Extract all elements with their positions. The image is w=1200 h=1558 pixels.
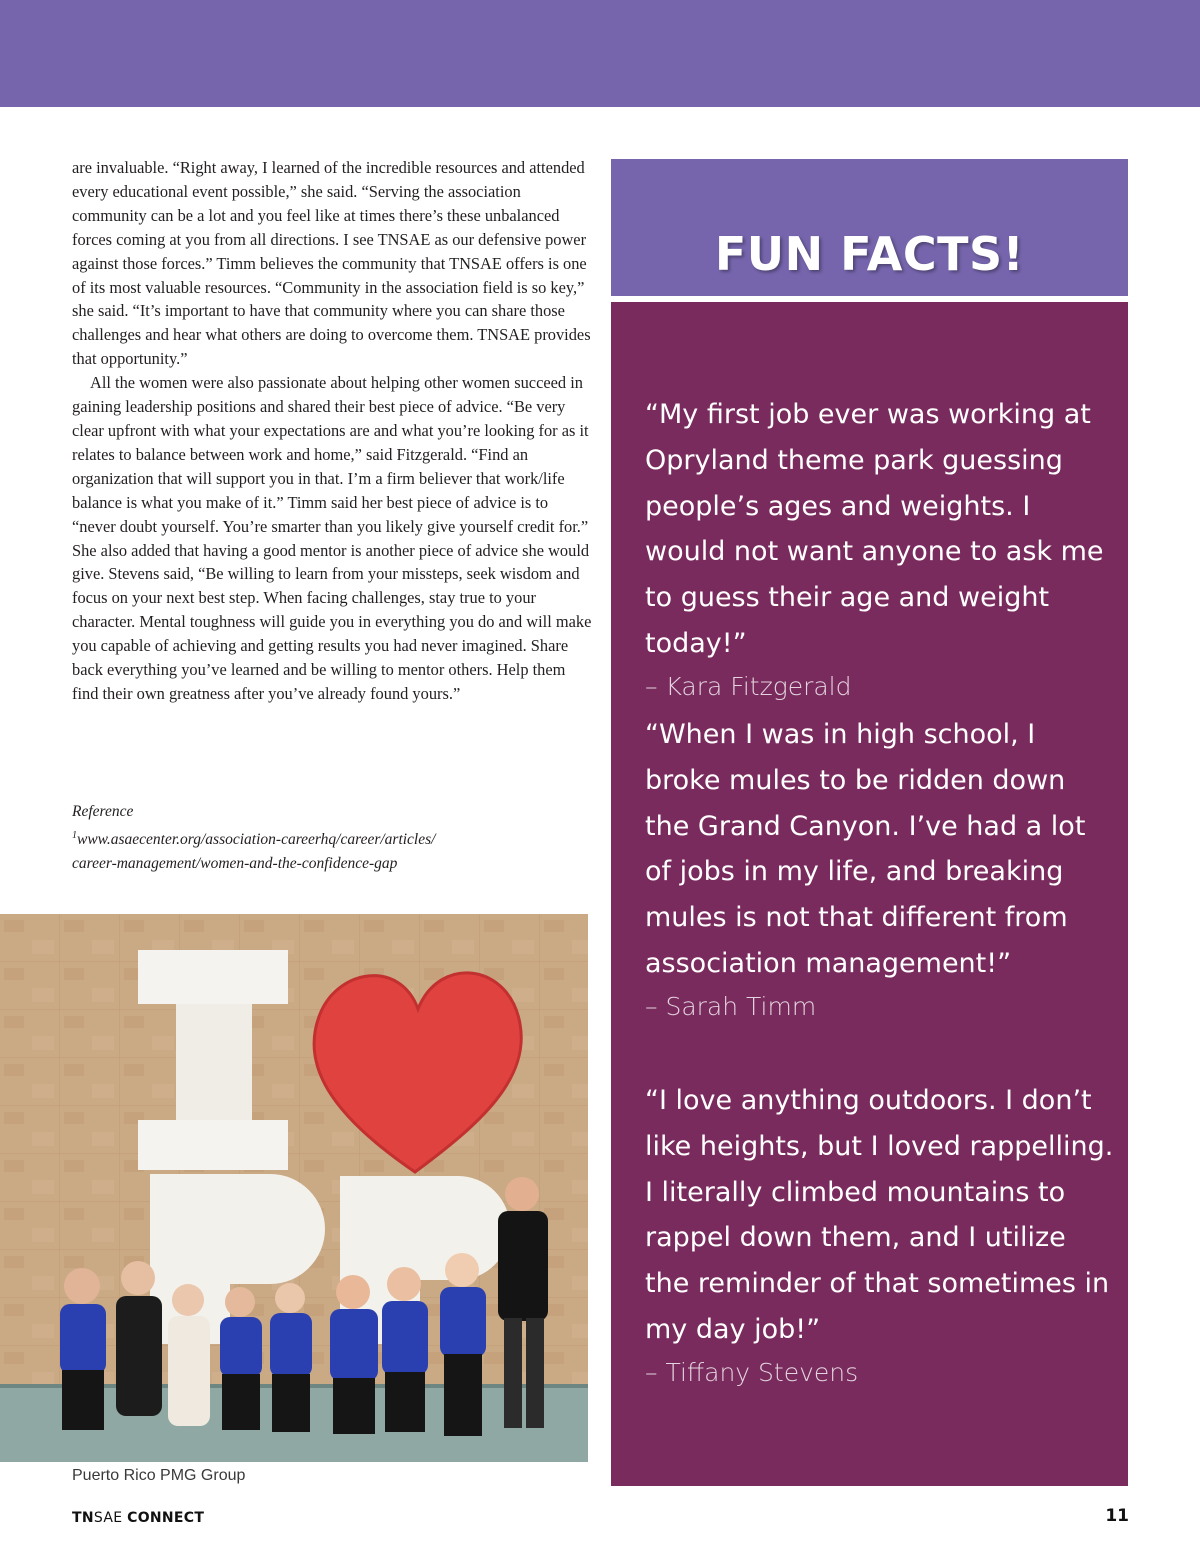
brand-connect: CONNECT (127, 1510, 205, 1526)
reference-link[interactable] (72, 824, 592, 852)
fun-facts-title: FUN FACTS! (714, 227, 1025, 281)
quote-block-stevens (645, 1078, 1115, 1393)
article-paragraph: are invaluable. “Right away, I learned of the incredible resources and attended every educational event possible,” she said. “Serving the association community can be a lot and you feel like at times there’s these unbalanced forces coming at you from all directions. I see TNSAE as our defensive power against those forces.” Timm believes the community that TNSAE offers is one of its most valuable resources. “Community in the association field is so key,” she said. “It’s important to have that community where you can share those challenges and hear what others are doing to overcome them. TNSAE provides that opportunity.” (72, 158, 591, 369)
reference-url-line2: career-management/women-and-the-confidence-gap (72, 855, 398, 873)
quote-block-fitzgerald (645, 392, 1115, 707)
publication-brand (72, 1510, 204, 1526)
fun-facts-panel (611, 302, 1128, 1486)
brand-sae: SAE (93, 1510, 123, 1526)
quote-text: “When I was in high school, I broke mules to be ridden down the Grand Canyon. I’ve had a lot of jobs in my life, and breaking mules is not that different from association management!” (645, 719, 1086, 979)
quote-text: “I love anything outdoors. I don’t like heights, but I loved rappelling. I literally climbed mountains to rappel down them, and I utilize the reminder of that sometimes in my day job!” (645, 1085, 1114, 1345)
top-header-band (0, 0, 1200, 107)
group-photo (0, 914, 588, 1462)
quote-author: – Kara Fitzgerald (645, 671, 852, 701)
page-number: 11 (1105, 1506, 1129, 1526)
quote-text: “My first job ever was working at Opryland theme park guessing people’s ages and weights. I would not want anyone to ask me to guess their age and weight today!” (645, 399, 1104, 659)
reference-label: Reference (72, 803, 134, 820)
quote-block-timm (645, 712, 1115, 1027)
reference-marker: 1 (72, 830, 77, 841)
brand-tn: TN (72, 1510, 94, 1526)
photo-caption: Puerto Rico PMG Group (72, 1467, 246, 1484)
reference-section (72, 800, 592, 876)
fun-facts-header (611, 159, 1128, 296)
reference-url-line1: www.asaecenter.org/association-careerhq/career/articles/ (77, 831, 436, 849)
quote-author: – Tiffany Stevens (645, 1357, 859, 1387)
article-paragraph: All the women were also passionate about helping other women succeed in gaining leadership positions and shared their best piece of advice. “Be very clear upfront with what your expectations are and what you’re looking for as it relates to balance between work and home,” said Fitzgerald. “Find an organization that will support you in that. I’m a firm believer that work/life balance is what you make of it.” Timm said her best piece of advice is to “never doubt yourself. You’re smarter than you likely give yourself credit for.” She also added that having a good mentor is another piece of advice she would give. Stevens said, “Be willing to learn from your missteps, seek wisdom and focus on your next best step. When facing challenges, stay true to your character. Mental toughness will guide you in everything you do and will make you capable of achieving and getting results you had never imagined. Share back everything you’ve learned and be willing to mentor others. Help them find their own greatness after you’ve already found yours.” (72, 373, 592, 703)
quote-author: – Sarah Timm (645, 991, 817, 1021)
article-body (72, 156, 592, 706)
